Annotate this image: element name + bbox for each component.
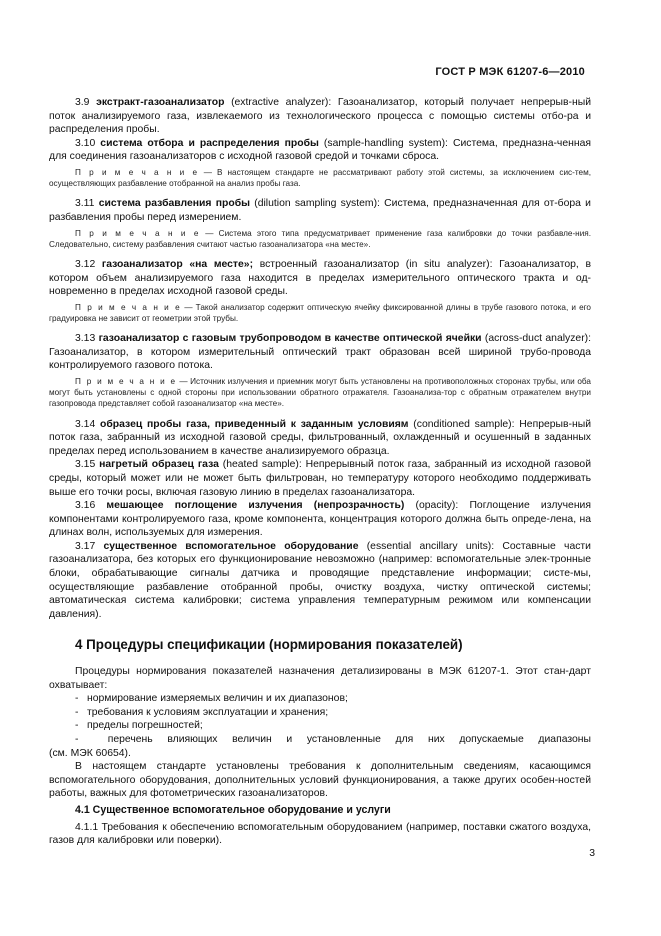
list-item: - пределы погрешностей;	[75, 720, 203, 732]
list-item: - перечень влияющих величин и установленные для них допускаемые диапазоны	[75, 734, 592, 746]
subsection-4-1-heading: 4.1 Существенное вспомогательное оборудование и услуги	[75, 803, 391, 816]
note-3-12: П р и м е ч а н и е — Такой анализатор содержит оптическую ячейку фиксированной длины в трубе газового потока, и его градуировка не зависит от геометрии этой трубы.	[49, 302, 591, 323]
section-4-heading: 4 Процедуры спецификации (нормирования показателей)	[75, 637, 463, 653]
note-3-11: П р и м е ч а н и е — Система этого типа предусматривает применение газа калибровки до точки разбавле-ния. Следовательно, систему разбавления считают частью газоанализатора «на месте».	[49, 228, 591, 249]
definition-3-17: 3.17 существенное вспомогательное оборудование (essential ancillary units): Составные части газоанализатора, без которых его функционирование невозможно (например: вспомогательные элек-тронные блоки, обрабатывающие сигналы датчика и проводящие представление информации; систе-мы, осуществляющие разбавление отобранной пробы, очистку воздуха, чистку оптической системы; автоматическая система калибровки; система управления температурным режимом или компенсации давления).	[49, 540, 591, 620]
page-number: 3	[589, 848, 595, 859]
section-4-intro: Процедуры нормирования показателей назначения детализированы в МЭК 61207-1. Этот стан-дарт охватывает:	[49, 666, 591, 691]
page-content	[49, 96, 591, 848]
definition-3-13: 3.13 газоанализатор с газовым трубопроводом в качестве оптической ячейки (across-duct analyzer): Газоанализатор, в котором измерительный оптический тракт образован всей шириной трубо-провода контролируемого газового потока.	[49, 333, 592, 372]
standard-header: ГОСТ Р МЭК 61207-6—2010	[435, 66, 585, 78]
note-3-13: П р и м е ч а н и е — Источник излучения и приемник могут быть установлены на противоположных сторонах трубы, или оба могут быть установлены с одной стороны при использовании обратного отражателя. Газоанализа-тор с обратным отражателем внутри газопровода представляет собой газоанализатор «на месте».	[49, 376, 591, 409]
list-item: - нормирование измеряемых величин и их диапазонов;	[75, 693, 348, 705]
definition-3-9: 3.9 экстракт-газоанализатор (extractive analyzer): Газоанализатор, который получает непрерыв-ный поток анализируемого газа, извлекаемого из технологического процесса с помощью системы отбо-ра и распределения пробы.	[49, 97, 591, 136]
definition-3-12: 3.12 газоанализатор «на месте»; встроенный газоанализатор (in situ analyzer): Газоанализатор, в котором объем анализируемого газа находится в пределах измерительного оптического тракта и од-новременно в пределах исходной газовой среды.	[49, 258, 592, 298]
list-item: - требования к условиям эксплуатации и хранения;	[75, 706, 329, 718]
definition-3-11: 3.11 система разбавления пробы (dilution sampling system): Система, предназначенная для от-бора и разбавления пробы перед измерением.	[49, 198, 591, 223]
clause-4-1-1: 4.1.1 Требования к обеспечению вспомогательным оборудованием (например, поставки сжатого воздуха, газов для калибровки или поверки).	[49, 821, 591, 847]
definition-3-15: 3.15 нагретый образец газа (heated sample): Непрерывный поток газа, забранный из исходной газовой среды, который может или не может быть фильтрован, но температуру которого необходимо поддерживать выше его точки росы, включая газовую линию в пределах газоанализатора.	[49, 459, 591, 498]
list-item-continuation: (см. МЭК 60654).	[49, 747, 131, 759]
definition-3-16: 3.16 мешающее поглощение излучения (непрозрачность) (opacity): Поглощение излучения компонентами контролируемого газа, кроме компонента, концентрация которого должна быть опреде-лена, на длинах волн, используемых для измерения.	[49, 500, 591, 539]
note-3-10: П р и м е ч а н и е — В настоящем стандарте не рассматривают работу этой системы, за исключением сис-тем, осуществляющих разбавление отобранной на анализ пробы газа.	[49, 167, 591, 189]
section-4-paragraph: В настоящем стандарте установлены требования к дополнительным сведениям, касающимся вспомогательного оборудования, дополнительных условий функционирования, а также других особен-ностей работы, важных для фотометрических газоанализаторов.	[49, 761, 591, 800]
definition-3-14: 3.14 образец пробы газа, приведенный к заданным условиям (conditioned sample): Непрерыв-ный поток газа, забранный из исходной газовой среды, фильтрованный, охлажденный и осушенный в заданных пределах перед использованием в качестве анализируемого образца.	[49, 418, 592, 457]
definition-3-10: 3.10 система отбора и распределения пробы (sample-handling system): Система, предназна-ченная для соединения газоанализаторов с исходной газовой средой и точками сброса.	[49, 137, 592, 163]
